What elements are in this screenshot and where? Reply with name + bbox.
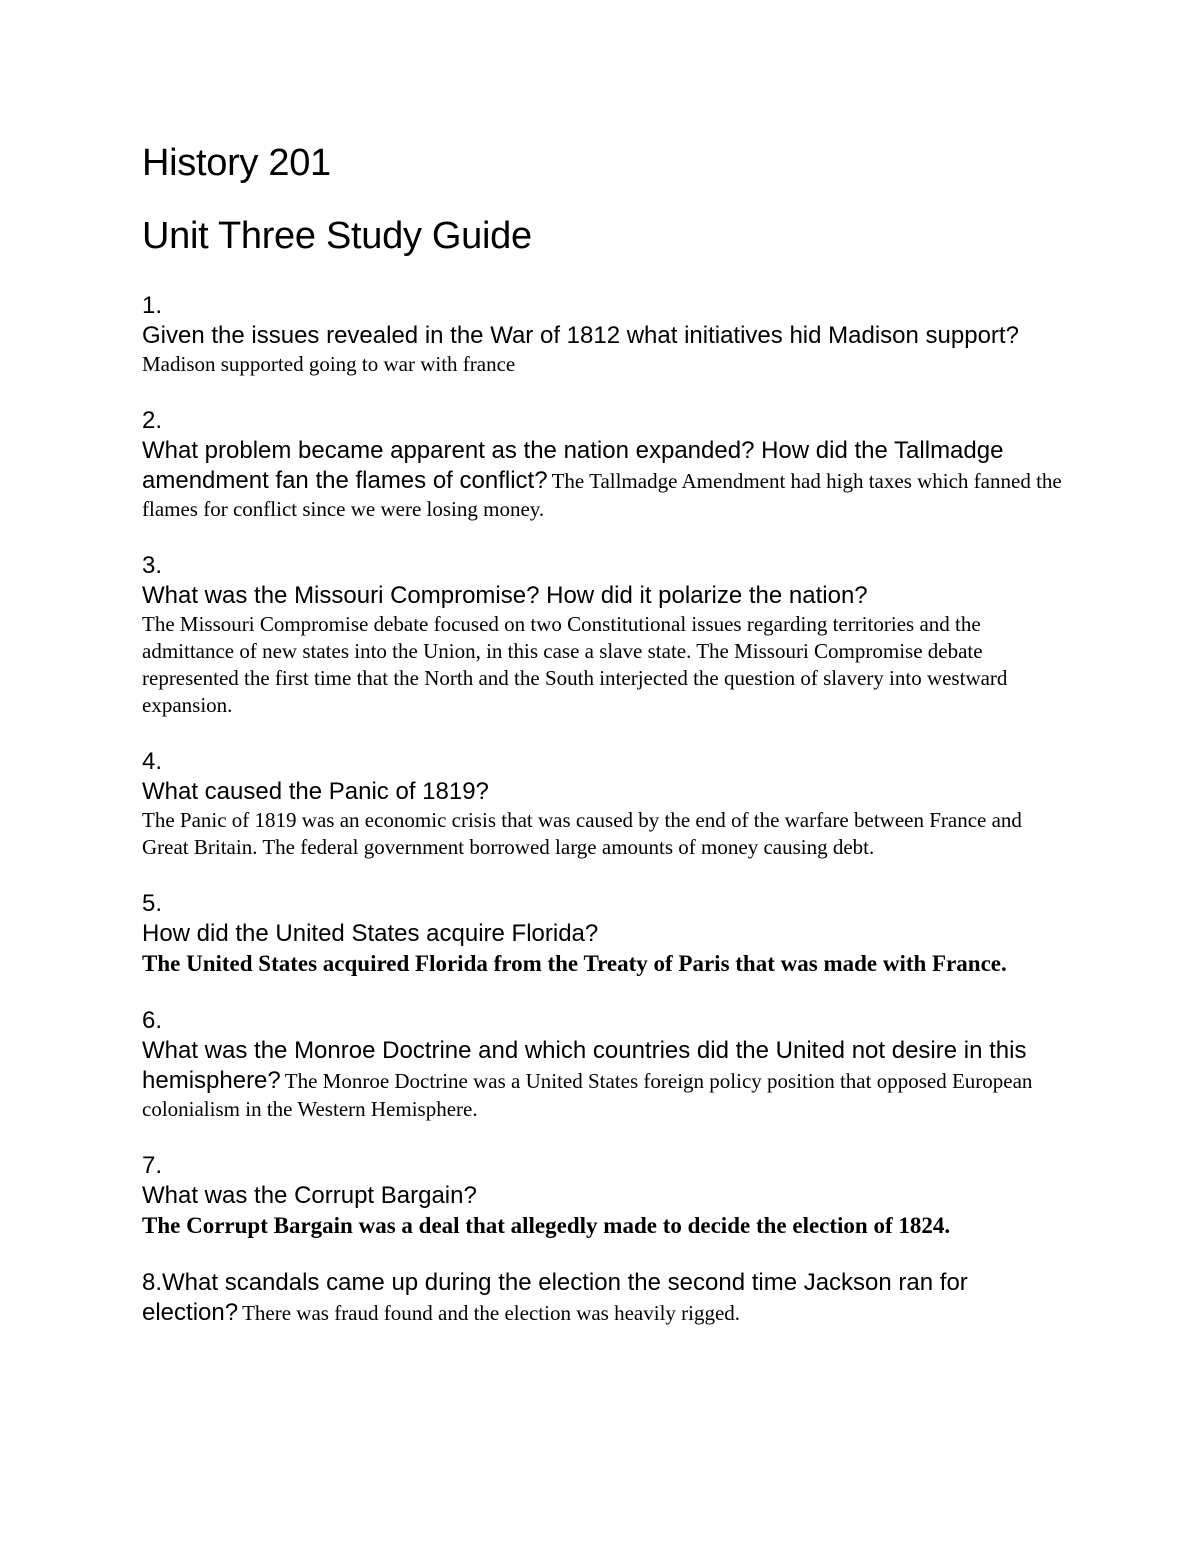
question-number: 2. [142,407,163,434]
answer-text: The Monroe Doctrine was a United States foreign policy position that opposed European colonialism in the Western Hemisphere. [142,1069,1033,1121]
question-number: 5. [142,890,163,917]
answer-text: The Tallmadge Amendment had high taxes which fanned the flames for conflict since we were losing money. [142,469,1062,521]
document-page [142,140,1062,1328]
question-text: What scandals came up during the election the second time Jackson ran for election? [142,1269,968,1326]
question-block-7 [142,1151,1062,1240]
question-text: What was the Corrupt Bargain? [142,1182,477,1209]
answer-text: The Missouri Compromise debate focused on two Constitutional issues regarding territories and the admittance of new states into the Union, in this case a slave state. The Missouri Compromise debate represented the first time that the North and the South interjected the question of slavery into westward expansion. [142,612,1008,717]
answer-text: Madison supported going to war with france [142,352,516,376]
question-number: 3. [142,552,163,579]
question-number: 1. [142,292,163,319]
question-block-8 [142,1268,1062,1328]
document-subtitle: Unit Three Study Guide [142,215,532,257]
question-number: 6. [142,1007,163,1034]
question-text: What was the Monroe Doctrine and which countries did the United not desire in this hemisphere? [142,1037,1027,1094]
question-text: What was the Missouri Compromise? How did it polarize the nation? [142,582,868,609]
question-text: Given the issues revealed in the War of 1812 what initiatives hid Madison support? [142,322,1019,349]
question-number: 4. [142,748,163,775]
answer-text: The Panic of 1819 was an economic crisis that was caused by the end of the warfare between France and Great Britain. The federal government borrowed large amounts of money causing debt. [142,808,1022,859]
question-text: What problem became apparent as the nation expanded? How did the Tallmadge amendment fan the flames of conflict? [142,437,1004,494]
question-block-4 [142,747,1062,861]
question-text: What caused the Panic of 1819? [142,778,489,805]
question-block-5 [142,889,1062,978]
document-title: History 201 [142,142,331,184]
question-number: 8. [142,1269,163,1296]
question-number: 7. [142,1152,163,1179]
question-text: How did the United States acquire Florida? [142,920,599,947]
question-block-1 [142,291,1062,378]
answer-text: The Corrupt Bargain was a deal that allegedly made to decide the election of 1824. [142,1213,951,1238]
question-block-2 [142,406,1062,523]
question-block-3 [142,551,1062,719]
answer-text: There was fraud found and the election was heavily rigged. [242,1301,741,1325]
question-block-6 [142,1006,1062,1123]
answer-text: The United States acquired Florida from the Treaty of Paris that was made with France. [142,951,1007,976]
